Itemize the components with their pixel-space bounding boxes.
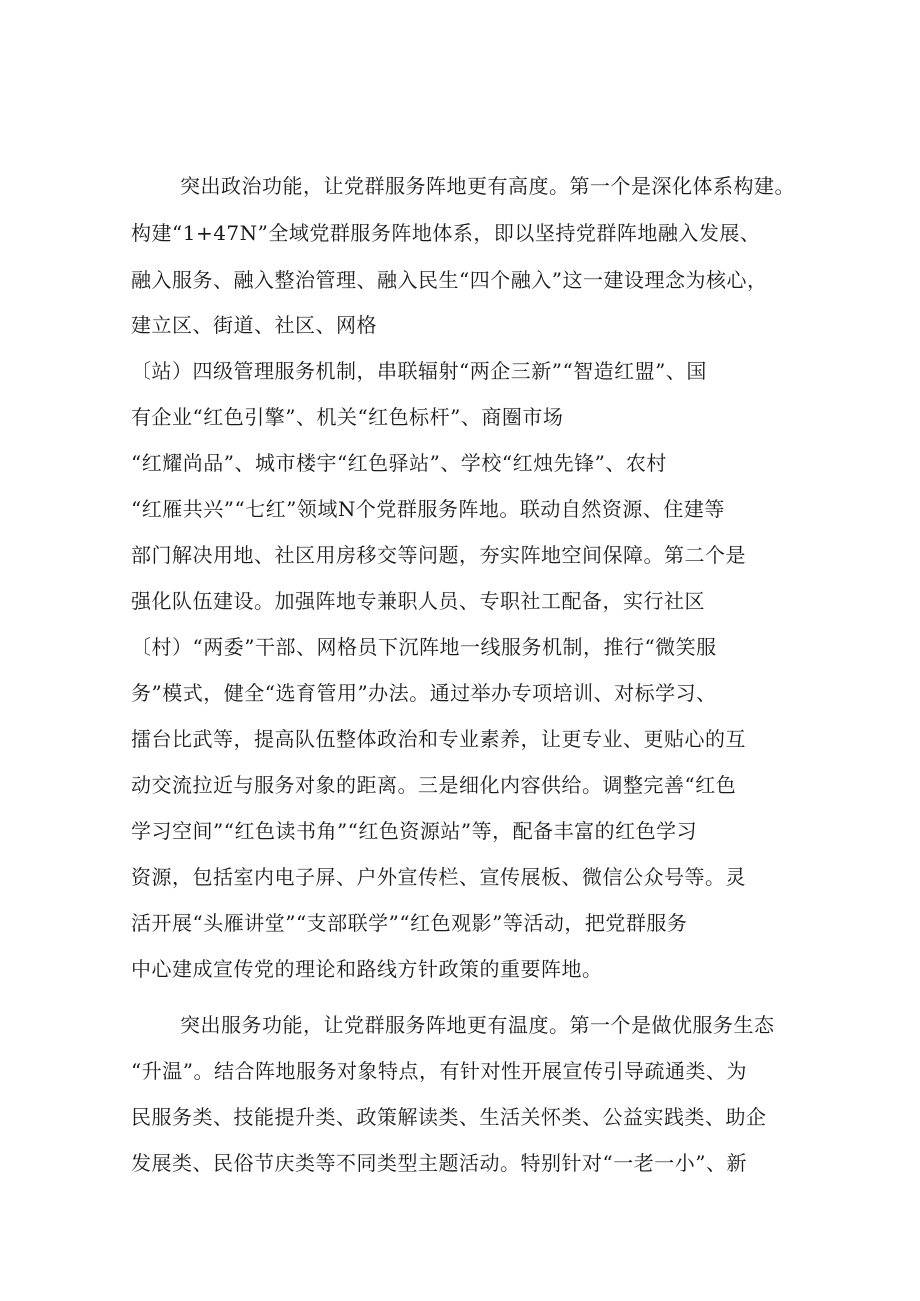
text-line: 〔村）“两委”干部、网格员下沉阵地一线服务机制，推行“微笑服 bbox=[131, 635, 717, 659]
text-line: 部门解决用地、社区用房移交等问题，夯实阵地空间保障。第二个是 bbox=[131, 543, 746, 567]
text-line: 有企业“红色引擎”、机关“红色标杆”、商圈市场 bbox=[131, 405, 564, 429]
text-line: 学习空间”“红色读书角”“红色资源站”等，配备丰富的红色学习 bbox=[131, 819, 698, 843]
text-line: 构建“1+47N”全域党群服务阵地体系，即以坚持党群阵地融入发展、 bbox=[131, 221, 761, 245]
text-line: “升温”。结合阵地服务对象特点，有针对性开展宣传引导疏通类、为 bbox=[131, 1059, 747, 1083]
text-line: 务”模式，健全“选育管用”办法。通过举办专项培训、对标学习、 bbox=[131, 681, 717, 705]
text-line: 建立区、街道、社区、网格 bbox=[131, 313, 377, 337]
text-line: 中心建成宣传党的理论和路线方针政策的重要阵地。 bbox=[131, 957, 603, 981]
text-line: 〔站）四级管理服务机制，串联辐射“两企三新”“智造红盟”、国 bbox=[131, 359, 707, 383]
text-line: “红雁共兴”“七红”领域N个党群服务阵地。联动自然资源、住建等 bbox=[131, 497, 725, 521]
text-line: 活开展“头雁讲堂”“支部联学”“红色观影”等活动，把党群服务 bbox=[131, 911, 688, 935]
text-line: “红耀尚品”、城市楼宇“红色驿站”、学校“红烛先锋”、农村 bbox=[131, 451, 667, 475]
text-line: 突出政治功能，让党群服务阵地更有高度。第一个是深化体系构建。 bbox=[180, 174, 795, 198]
text-line: 融入服务、融入整治管理、融入民生“四个融入”这一建设理念为核心， bbox=[131, 268, 768, 292]
text-line: 民服务类、技能提升类、政策解读类、生活关怀类、公益实践类、助企 bbox=[131, 1105, 767, 1129]
text-line: 发展类、民俗节庆类等不同类型主题活动。特别针对“一老一小”、新 bbox=[131, 1151, 747, 1175]
text-line: 突出服务功能，让党群服务阵地更有温度。第一个是做优服务生态 bbox=[180, 1013, 775, 1037]
text-line: 强化队伍建设。加强阵地专兼职人员、专职社工配备，实行社区 bbox=[131, 589, 705, 613]
text-line: 擂台比武等，提高队伍整体政治和专业素养，让更专业、更贴心的互 bbox=[131, 727, 746, 751]
text-line: 动交流拉近与服务对象的距离。三是细化内容供给。调整完善“红色 bbox=[131, 773, 737, 797]
text-line: 资源，包括室内电子屏、户外宣传栏、宣传展板、微信公众号等。灵 bbox=[131, 865, 746, 889]
